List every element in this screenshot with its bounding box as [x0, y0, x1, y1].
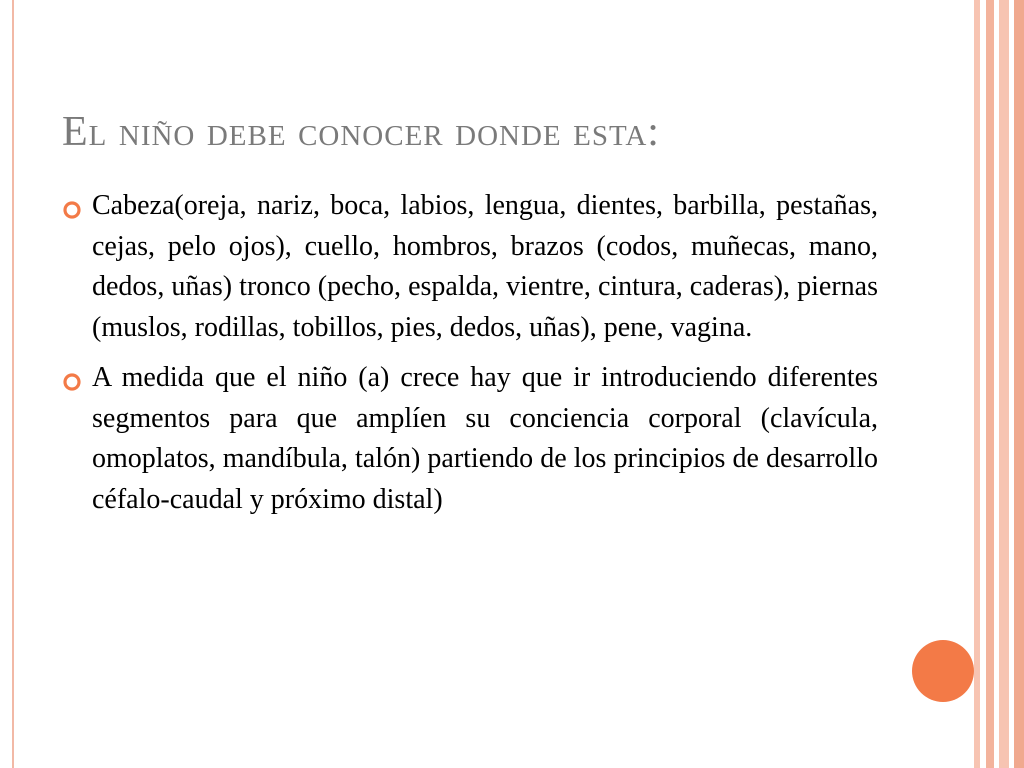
bullet-text-1: Cabeza(oreja, nariz, boca, labios, lengua, dientes, barbilla, pestañas, cejas, pelo ojos), cuello, hombros, brazos (codos, muñecas, mano, dedos, uñas) tronco (pecho, espalda, vientre, cintura, caderas), piernas (muslos, rodillas, tobillos, pies, dedos, uñas), pene, vagina. — [92, 190, 878, 343]
stripe-4 — [1014, 0, 1024, 768]
left-border-line — [12, 0, 14, 768]
stripe-2 — [986, 0, 994, 768]
right-decorative-stripes — [974, 0, 1024, 768]
bullet-text-2: A medida que el niño (a) crece hay que ir introduciendo diferentes segmentos para que amplíen su conciencia corporal (clavícula, omoplatos, mandíbula, talón) partiendo de los principios de desarrollo céfalo-caudal y próximo distal) — [92, 362, 878, 515]
open-circle-bullet-icon — [62, 372, 82, 392]
slide-content — [62, 186, 878, 530]
bullet-item-2 — [62, 358, 878, 520]
stripe-1 — [974, 0, 980, 768]
slide-title: El niño debe conocer donde esta: — [62, 109, 660, 155]
orange-circle-icon — [912, 640, 974, 702]
stripe-3 — [999, 0, 1009, 768]
bullet-item-1 — [62, 186, 878, 348]
open-circle-bullet-icon — [62, 200, 82, 220]
